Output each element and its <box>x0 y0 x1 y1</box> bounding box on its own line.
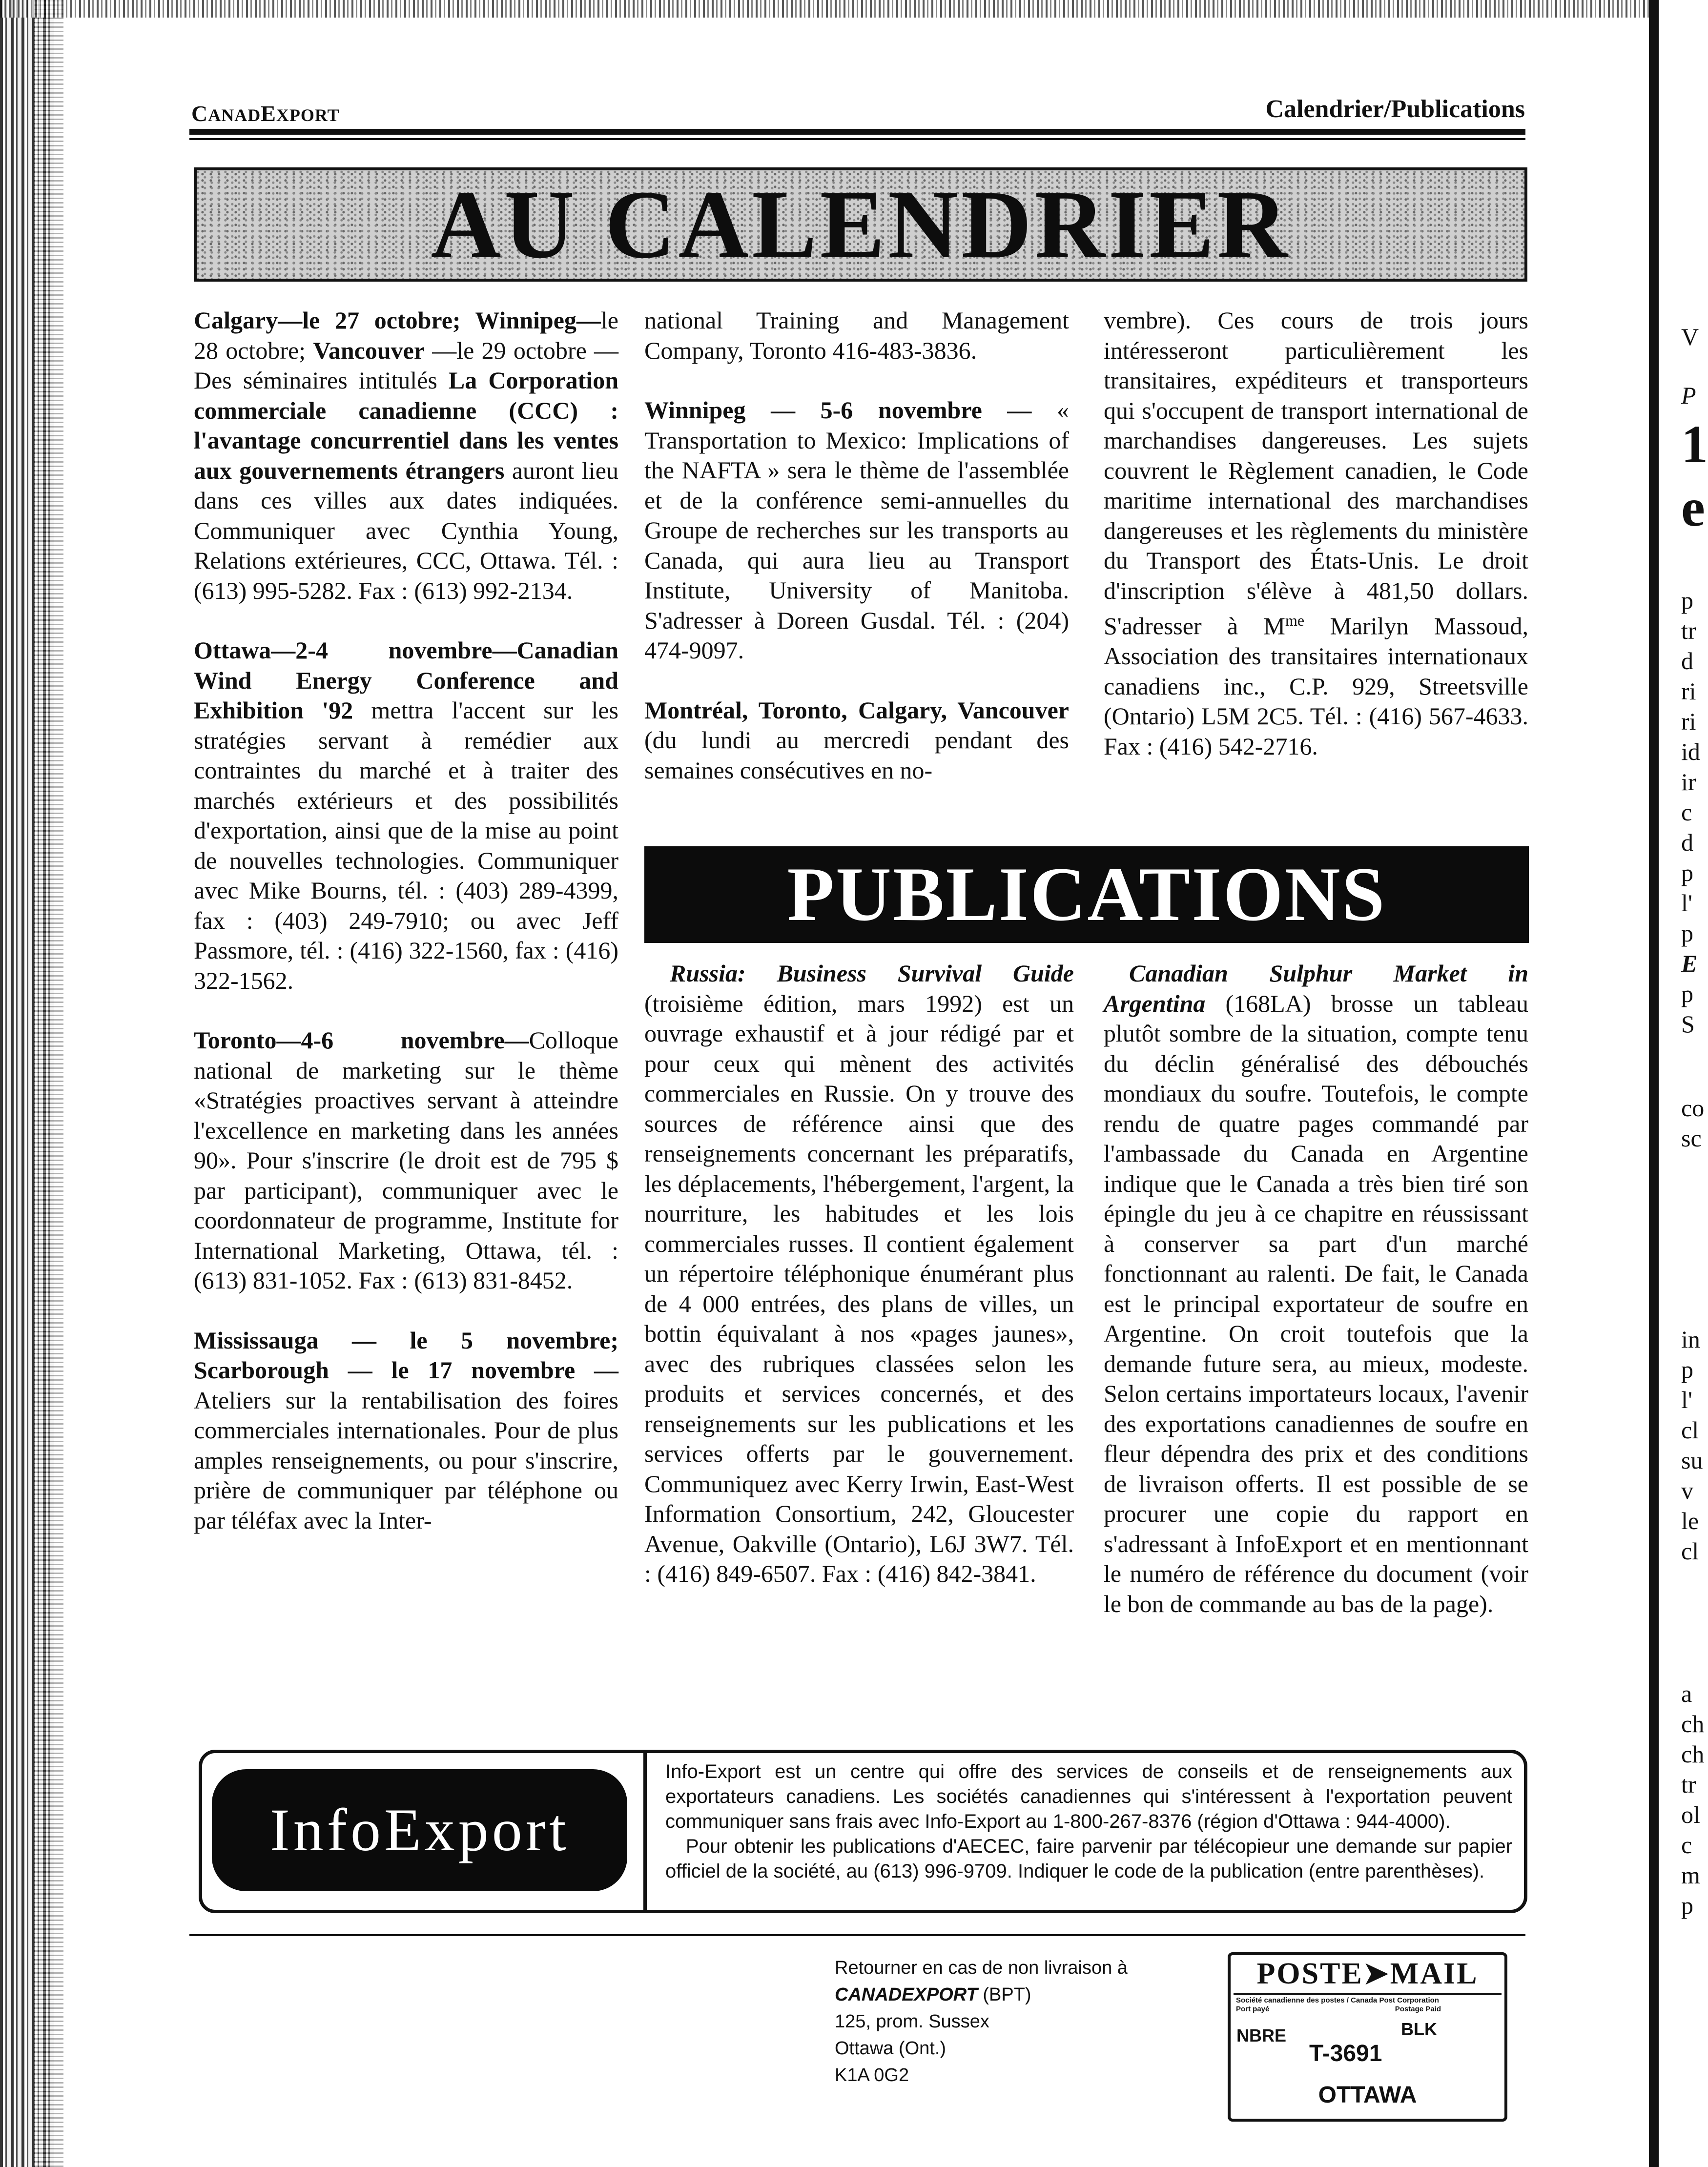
infoexport-paragraph: Info-Export est un centre qui offre des services de conseils et de renseignements aux exportateurs canadiens. Les sociétés canadiennes qui s'intéressent à l'exportation peuvent communiquer sans frais avec Info-Export au 1-800-267-8376 (région d'Ottawa : 944-4000). <box>665 1761 1512 1832</box>
next-page-text: ri <box>1681 677 1696 705</box>
infoexport-text <box>665 1759 1512 1884</box>
next-page-text: le <box>1681 1507 1699 1534</box>
next-page-text: d <box>1681 829 1693 856</box>
publication-column-2 <box>1104 959 1528 1619</box>
publications-title: PUBLICATIONS <box>644 846 1529 943</box>
entry-heading: Calgary—le 27 octobre; Winnipeg— <box>194 307 601 334</box>
calendar-entry <box>1104 306 1528 761</box>
calendar-entry <box>644 695 1069 786</box>
publication-entry <box>1104 959 1528 1619</box>
next-page-text: E <box>1681 950 1698 977</box>
next-page-text: tr <box>1681 1771 1696 1798</box>
postemail-rule <box>1234 1993 1502 1995</box>
next-page-text: m <box>1681 1861 1700 1889</box>
next-page-text: e <box>1681 478 1705 537</box>
publication-text: (168LA) brosse un tableau plutôt sombre de la situation, compte tenu du déclin généralisé des débouchés mondiaux du soufre. Toutefois, le compte rendu de quatre pages commandé par l'ambassade du Canada en Argentine indique que le Canada a très bien tiré son épingle du jeu à ce chapitre en réussissant à conserver sa part d'un marché fonctionnant au ralenti. De fait, le Canada est le principal exportateur de soufre en Argentine. On croit toutefois que la demande future sera, au mieux, modeste. Selon certains importateurs locaux, l'avenir des exportations canadiennes de soufre en fleur dépendra des prix et des conditions de livraison offerts. Il est possible de se procurer une copie du rapport en s'adressant à InfoExport et en mentionnant le numéro de référence du document (voir le bon de commande au bas de la page). <box>1104 989 1528 1617</box>
entry-text: mettra l'accent sur les stratégies servant à remédier aux contraintes du marché et à traiter des marchés extérieurs et des possibilités d'exportation, ainsi que de la mise au point de nouvelles technologies. Communiquer avec Mike Bourns, tél. : (403) 289-4399, fax : (403) 249-7910; ou avec Jeff Passmore, tél. : (416) 322-1560, fax : (416) 322-1562. <box>194 696 619 994</box>
calendar-entry <box>644 395 1069 666</box>
next-page-text: d <box>1681 647 1693 675</box>
next-page-text: ol <box>1681 1801 1700 1828</box>
calendar-title: AU CALENDRIER <box>431 170 1291 279</box>
entry-heading: Winnipeg — 5-6 novembre — <box>644 396 1032 424</box>
entry-heading: Mississauga — le 5 novembre; Scarborough — le 17 novembre — <box>194 1326 618 1384</box>
calendar-entry <box>644 306 1069 366</box>
postemail-title: POSTE➤MAIL <box>1256 1957 1479 1990</box>
postemail-fine-line: Postage Paid <box>1395 2005 1441 2013</box>
next-page-text: su <box>1681 1447 1703 1474</box>
publication-entry <box>644 959 1074 1589</box>
footer-rule <box>189 1934 1525 1936</box>
next-page-text: id <box>1681 738 1700 765</box>
next-page-text: c <box>1681 1831 1692 1859</box>
entry-text: « Transportation to Mexico: Implications of the NAFTA » sera le thème de l'assemblée et de la conférence semi-annuelles du Groupe de recherches sur les transports au Canada, qui aura lieu au Transport Institute, University of Manitoba. S'adresser à Doreen Gusdal. Tél. : (204) 474-9097. <box>644 396 1070 664</box>
next-page-text: P <box>1681 382 1696 409</box>
header-rule <box>189 129 1525 135</box>
next-page-text: a <box>1681 1680 1692 1707</box>
infoexport-logo: InfoExport <box>212 1769 627 1891</box>
entry-text: le 28 octobre; <box>194 307 618 364</box>
entry-heading: Vancouver <box>313 336 425 364</box>
brand-rest: ANAD <box>208 105 261 125</box>
next-page-text: c <box>1681 798 1692 826</box>
entry-text: —le 29 octobre — Des séminaires intitulés <box>194 336 619 394</box>
next-page-text: p <box>1681 859 1693 886</box>
next-page-text: ch <box>1681 1710 1705 1738</box>
brand-initial: C <box>191 101 208 126</box>
next-page-text: p <box>1681 1892 1693 1919</box>
next-page-text: p <box>1681 980 1693 1007</box>
entry-text: vembre). Ces cours de trois jours intéresseront particulièrement les transitaires, expéditeurs et transporteurs qui s'occupent de transport international de marchandises dangereuses. Les sujets couvrent le Règlement canadien, le Code maritime international des marchandises dangereuses et les règlements du ministère du Transport des États-Unis. Le droit d'inscription s'élève à 481,50 dollars. S'adresser à M <box>1104 307 1528 640</box>
next-page-text: p <box>1681 1356 1693 1383</box>
next-page-text: ch <box>1681 1740 1705 1768</box>
entry-text: (du lundi au mercredi pendant des semaines consécutives en no- <box>644 726 1069 784</box>
return-address-line <box>835 1982 1128 2008</box>
postemail-number: T-3691 <box>1309 2041 1382 2066</box>
entry-heading: Ottawa—2-4 novembre—Canadian Wind Energy Conference and Exhibition '92 <box>194 636 618 724</box>
return-address <box>835 1955 1128 2089</box>
postemail-blk: BLK <box>1401 2019 1437 2039</box>
return-address-line: K1A 0G2 <box>835 2065 909 2085</box>
next-page-text: S <box>1681 1010 1695 1038</box>
section-title: Calendrier/Publications <box>1265 95 1525 123</box>
next-page-text: cl <box>1681 1416 1699 1444</box>
postemail-nbre: NBRE <box>1236 2025 1287 2045</box>
calendar-entry <box>194 1326 618 1536</box>
publication-title: Canadian Sulphur Market in Argentina <box>1104 960 1528 1017</box>
next-page-text: 1 <box>1681 414 1708 474</box>
header-rule-thin <box>189 138 1525 140</box>
entry-text: national Training and Management Company, Toronto 416-483-3836. <box>644 307 1069 364</box>
postemail-city: OTTAWA <box>1318 2082 1417 2108</box>
calendar-entry <box>194 635 618 996</box>
next-page-text: in <box>1681 1326 1700 1353</box>
next-page-text: p <box>1681 587 1693 614</box>
scan-edge-top <box>0 0 1698 18</box>
next-page-text: ri <box>1681 708 1696 735</box>
entry-text: Ateliers sur la rentabilisation des foires commerciales internationales. Pour de plus amples renseignements, ou pour s'inscrire, prière de communiquer par téléphone ou par téléfax avec la Inter- <box>194 1386 618 1534</box>
next-page-text: v <box>1681 1477 1693 1504</box>
publication-brand <box>191 101 340 126</box>
next-page-text: p <box>1681 920 1693 947</box>
next-page-text: co <box>1681 1094 1705 1122</box>
brand-initial-2: E <box>261 101 276 126</box>
entry-heading: La Corporation commerciale canadienne (CCC) : l'avantage concurrentiel dans les ventes aux gouvernements étrangers <box>194 367 618 484</box>
calendar-entry <box>194 306 618 606</box>
entry-text: auront lieu dans ces villes aux dates indiquées. Communiquer avec Cynthia Young, Relations extérieures, CCC, Ottawa. Tél. : (613) 995-5282. Fax : (613) 992-2134. <box>194 456 618 604</box>
entry-text: Marilyn Massoud, Association des transitaires internationaux canadiens inc., C.P. 929, Streetsville (Ontario) L5M 2C5. Tél. : (416) 567-4633. Fax : (416) 542-2716. <box>1104 612 1529 760</box>
next-page-text: ir <box>1681 768 1696 796</box>
infoexport-paragraph: Pour obtenir les publications d'AECEC, faire parvenir par télécopieur une demande sur papier officiel de la société, au (613) 996-9709. Indiquer le code de la publication (entre parenthèses). <box>665 1836 1512 1882</box>
postemail-fine-line: Port payé <box>1236 2005 1270 2013</box>
publication-text: (troisième édition, mars 1992) est un ouvrage exhaustif et à jour rédigé par et pour ceux qui mènent des activités commerciales en Russie. On y trouve des sources de référence ainsi que des renseignements concernant les préparatifs, les déplacements, l'hébergement, l'argent, la nourriture, les habitudes et les lois commerciales russes. Il contient également un répertoire téléphonique énumérant plus de 4 000 entrées, des plans de villes, un bottin équivalant à nos «pages jaunes», avec des rubriques classées selon les produits et services concernés, et des renseignements sur les publications et les services offerts par le gouvernement. Communiquez avec Kerry Irwin, East-West Information Consortium, 242, Gloucester Avenue, Oakville (Ontario), L6J 3W7. Tél. : (416) 849-6507. Fax : (416) 842-3841. <box>644 989 1074 1587</box>
entry-heading: Montréal, Toronto, Calgary, Vancouver <box>644 696 1069 724</box>
postemail-fine-row <box>1236 2005 1441 2014</box>
publication-title: Russia: Business Survival Guide <box>670 960 1074 987</box>
entry-text: Colloque national de marketing sur le thème «Stratégies proactives servant à atteindre l'excellence en marketing dans les années 90». Pour s'inscrire (le droit est de 795 $ par participant), communiquer avec le coordonnateur de programme, Institute for International Marketing, Ottawa, tél. : (613) 831-1052. Fax : (613) 831-8452. <box>194 1026 618 1294</box>
return-brand: CANADEXPORT <box>835 1984 978 2005</box>
next-page-text: tr <box>1681 617 1696 644</box>
next-page-text: l' <box>1681 1386 1692 1413</box>
next-page-text: cl <box>1681 1537 1699 1565</box>
next-page-fragment <box>1659 0 1708 2167</box>
return-address-line: Ottawa (Ont.) <box>835 2038 947 2059</box>
postemail-fine-line: Société canadienne des postes / Canada Post Corporation <box>1236 1996 1439 2004</box>
postemail-fine-print <box>1236 1996 1500 2014</box>
infoexport-divider <box>643 1750 647 1913</box>
next-page-text: l' <box>1681 889 1692 917</box>
page-gutter <box>1649 0 1659 2167</box>
entry-heading: Toronto—4-6 novembre— <box>194 1026 529 1054</box>
calendar-column-2 <box>644 306 1069 785</box>
publication-column-1 <box>644 959 1074 1589</box>
next-page-text: V <box>1681 323 1699 350</box>
brand-rest-2: XPORT <box>276 105 340 125</box>
scan-edge-shadow <box>34 0 63 2167</box>
return-address-text: (BPT) <box>977 1984 1031 2005</box>
return-address-line: Retourner en cas de non livraison à <box>835 1958 1128 1978</box>
next-page-text: sc <box>1681 1124 1702 1152</box>
calendar-column-1 <box>194 306 618 1535</box>
calendar-column-3 <box>1104 306 1528 761</box>
superscript: me <box>1285 612 1305 629</box>
calendar-entry <box>194 1025 618 1296</box>
return-address-line: 125, prom. Sussex <box>835 2011 989 2032</box>
